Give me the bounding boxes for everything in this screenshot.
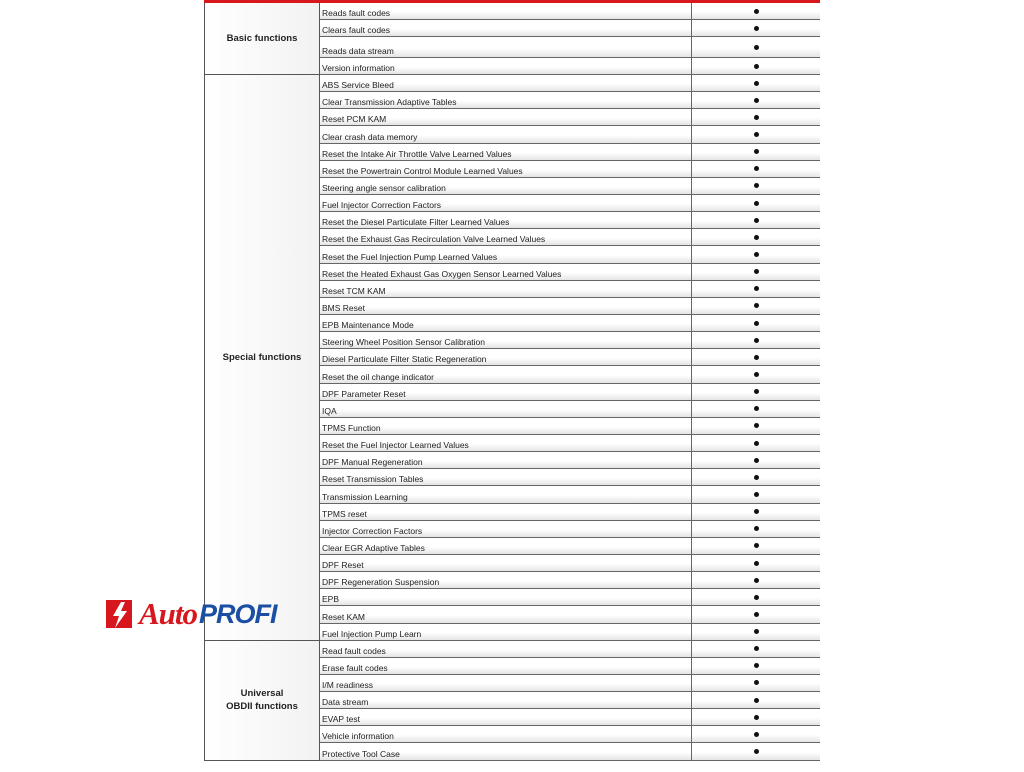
function-item-cell: Clear Transmission Adaptive Tables [320, 92, 692, 109]
support-mark-cell [692, 743, 820, 760]
supported-dot-icon [754, 646, 759, 651]
support-mark-cell [692, 366, 820, 383]
function-item-cell: DPF Regeneration Suspension [320, 572, 692, 589]
supported-dot-icon [754, 680, 759, 685]
supported-dot-icon [754, 235, 759, 240]
supported-dot-icon [754, 338, 759, 343]
supported-dot-icon [754, 81, 759, 86]
support-mark-cell [692, 658, 820, 675]
function-item-cell: Reads data stream [320, 37, 692, 58]
support-mark-cell [692, 452, 820, 469]
supported-dot-icon [754, 715, 759, 720]
support-mark-cell [692, 58, 820, 75]
function-item-cell: Reset Transmission Tables [320, 469, 692, 486]
supported-dot-icon [754, 286, 759, 291]
support-mark-cell [692, 229, 820, 246]
function-item-cell: Reset the Heated Exhaust Gas Oxygen Sensor Learned Values [320, 264, 692, 281]
lightning-bolt-icon [106, 598, 136, 630]
function-item-cell: Reset the Exhaust Gas Recirculation Valve Learned Values [320, 229, 692, 246]
category-cell: Special functions [205, 75, 320, 641]
supported-dot-icon [754, 509, 759, 514]
supported-dot-icon [754, 252, 759, 257]
supported-dot-icon [754, 543, 759, 548]
support-mark-cell [692, 641, 820, 658]
support-mark-cell [692, 521, 820, 538]
support-mark-cell [692, 332, 820, 349]
supported-dot-icon [754, 663, 759, 668]
function-item-cell: Reset the Intake Air Throttle Valve Learned Values [320, 144, 692, 161]
category-cell: Universal OBDII functions [205, 641, 320, 761]
autoprofi-logo [106, 597, 277, 631]
function-item-cell: Clear EGR Adaptive Tables [320, 538, 692, 555]
support-mark-cell [692, 161, 820, 178]
supported-dot-icon [754, 269, 759, 274]
function-item-cell: Erase fault codes [320, 658, 692, 675]
support-mark-cell [692, 469, 820, 486]
supported-dot-icon [754, 132, 759, 137]
support-mark-cell [692, 178, 820, 195]
supported-dot-icon [754, 578, 759, 583]
logo-text-profi: PROFI [199, 598, 277, 629]
supported-dot-icon [754, 218, 759, 223]
function-item-cell: Protective Tool Case [320, 743, 692, 760]
supported-dot-icon [754, 149, 759, 154]
supported-dot-icon [754, 612, 759, 617]
supported-dot-icon [754, 26, 759, 31]
support-mark-cell [692, 384, 820, 401]
function-item-cell: ABS Service Bleed [320, 75, 692, 92]
support-mark-cell [692, 144, 820, 161]
supported-dot-icon [754, 595, 759, 600]
function-table [204, 3, 820, 761]
support-mark-cell [692, 126, 820, 143]
support-mark-cell [692, 589, 820, 606]
supported-dot-icon [754, 183, 759, 188]
function-item-cell: Fuel Injection Pump Learn [320, 624, 692, 641]
support-mark-cell [692, 435, 820, 452]
supported-dot-icon [754, 629, 759, 634]
support-mark-cell [692, 486, 820, 503]
function-item-cell: Reset the Fuel Injection Pump Learned Values [320, 246, 692, 263]
support-mark-cell [692, 624, 820, 641]
supported-dot-icon [754, 115, 759, 120]
supported-dot-icon [754, 303, 759, 308]
supported-dot-icon [754, 45, 759, 50]
support-mark-cell [692, 264, 820, 281]
support-mark-cell [692, 606, 820, 623]
supported-dot-icon [754, 561, 759, 566]
support-mark-cell [692, 555, 820, 572]
support-mark-cell [692, 195, 820, 212]
function-item-cell: Reset the Diesel Particulate Filter Learned Values [320, 212, 692, 229]
function-item-cell: Clear crash data memory [320, 126, 692, 143]
support-mark-cell [692, 212, 820, 229]
function-item-cell: Reset the Powertrain Control Module Learned Values [320, 161, 692, 178]
function-item-cell: Steering angle sensor calibration [320, 178, 692, 195]
supported-dot-icon [754, 321, 759, 326]
function-table-sheet [204, 0, 820, 772]
function-item-cell: IQA [320, 401, 692, 418]
support-mark-cell [692, 246, 820, 263]
support-mark-cell [692, 675, 820, 692]
supported-dot-icon [754, 749, 759, 754]
function-item-cell: DPF Manual Regeneration [320, 452, 692, 469]
support-mark-cell [692, 349, 820, 366]
supported-dot-icon [754, 732, 759, 737]
support-mark-cell [692, 37, 820, 58]
function-item-cell: TPMS reset [320, 504, 692, 521]
function-item-cell: Injector Correction Factors [320, 521, 692, 538]
support-mark-cell [692, 20, 820, 37]
category-cell: Basic functions [205, 3, 320, 75]
function-item-cell: Fuel Injector Correction Factors [320, 195, 692, 212]
supported-dot-icon [754, 698, 759, 703]
supported-dot-icon [754, 166, 759, 171]
supported-dot-icon [754, 9, 759, 14]
support-mark-cell [692, 281, 820, 298]
support-mark-cell [692, 298, 820, 315]
supported-dot-icon [754, 372, 759, 377]
support-mark-cell [692, 109, 820, 126]
supported-dot-icon [754, 458, 759, 463]
function-item-cell: Diesel Particulate Filter Static Regeneration [320, 349, 692, 366]
supported-dot-icon [754, 492, 759, 497]
support-mark-cell [692, 75, 820, 92]
supported-dot-icon [754, 355, 759, 360]
support-mark-cell [692, 692, 820, 709]
function-item-cell: Reset the oil change indicator [320, 366, 692, 383]
support-mark-cell [692, 504, 820, 521]
supported-dot-icon [754, 475, 759, 480]
function-item-cell: Vehicle information [320, 726, 692, 743]
supported-dot-icon [754, 406, 759, 411]
function-item-cell: EPB Maintenance Mode [320, 315, 692, 332]
function-item-cell: BMS Reset [320, 298, 692, 315]
function-item-cell: Reset PCM KAM [320, 109, 692, 126]
support-mark-cell [692, 92, 820, 109]
support-mark-cell [692, 401, 820, 418]
function-item-cell: TPMS Function [320, 418, 692, 435]
support-mark-cell [692, 572, 820, 589]
supported-dot-icon [754, 201, 759, 206]
function-item-cell: I/M readiness [320, 675, 692, 692]
support-mark-cell [692, 726, 820, 743]
function-item-cell: EPB [320, 589, 692, 606]
function-item-cell: Reset TCM KAM [320, 281, 692, 298]
function-item-cell: Steering Wheel Position Sensor Calibration [320, 332, 692, 349]
function-item-cell: Read fault codes [320, 641, 692, 658]
supported-dot-icon [754, 526, 759, 531]
support-mark-cell [692, 709, 820, 726]
supported-dot-icon [754, 64, 759, 69]
function-item-cell: Reset KAM [320, 606, 692, 623]
logo-text-auto: Auto [139, 596, 198, 631]
supported-dot-icon [754, 98, 759, 103]
function-item-cell: Version information [320, 58, 692, 75]
function-item-cell: DPF Reset [320, 555, 692, 572]
function-item-cell: Data stream [320, 692, 692, 709]
support-mark-cell [692, 3, 820, 20]
supported-dot-icon [754, 441, 759, 446]
function-item-cell: Reads fault codes [320, 3, 692, 20]
support-mark-cell [692, 418, 820, 435]
supported-dot-icon [754, 389, 759, 394]
function-item-cell: EVAP test [320, 709, 692, 726]
support-mark-cell [692, 538, 820, 555]
supported-dot-icon [754, 423, 759, 428]
function-item-cell: DPF Parameter Reset [320, 384, 692, 401]
function-item-cell: Transmission Learning [320, 486, 692, 503]
function-item-cell: Reset the Fuel Injector Learned Values [320, 435, 692, 452]
support-mark-cell [692, 315, 820, 332]
function-item-cell: Clears fault codes [320, 20, 692, 37]
